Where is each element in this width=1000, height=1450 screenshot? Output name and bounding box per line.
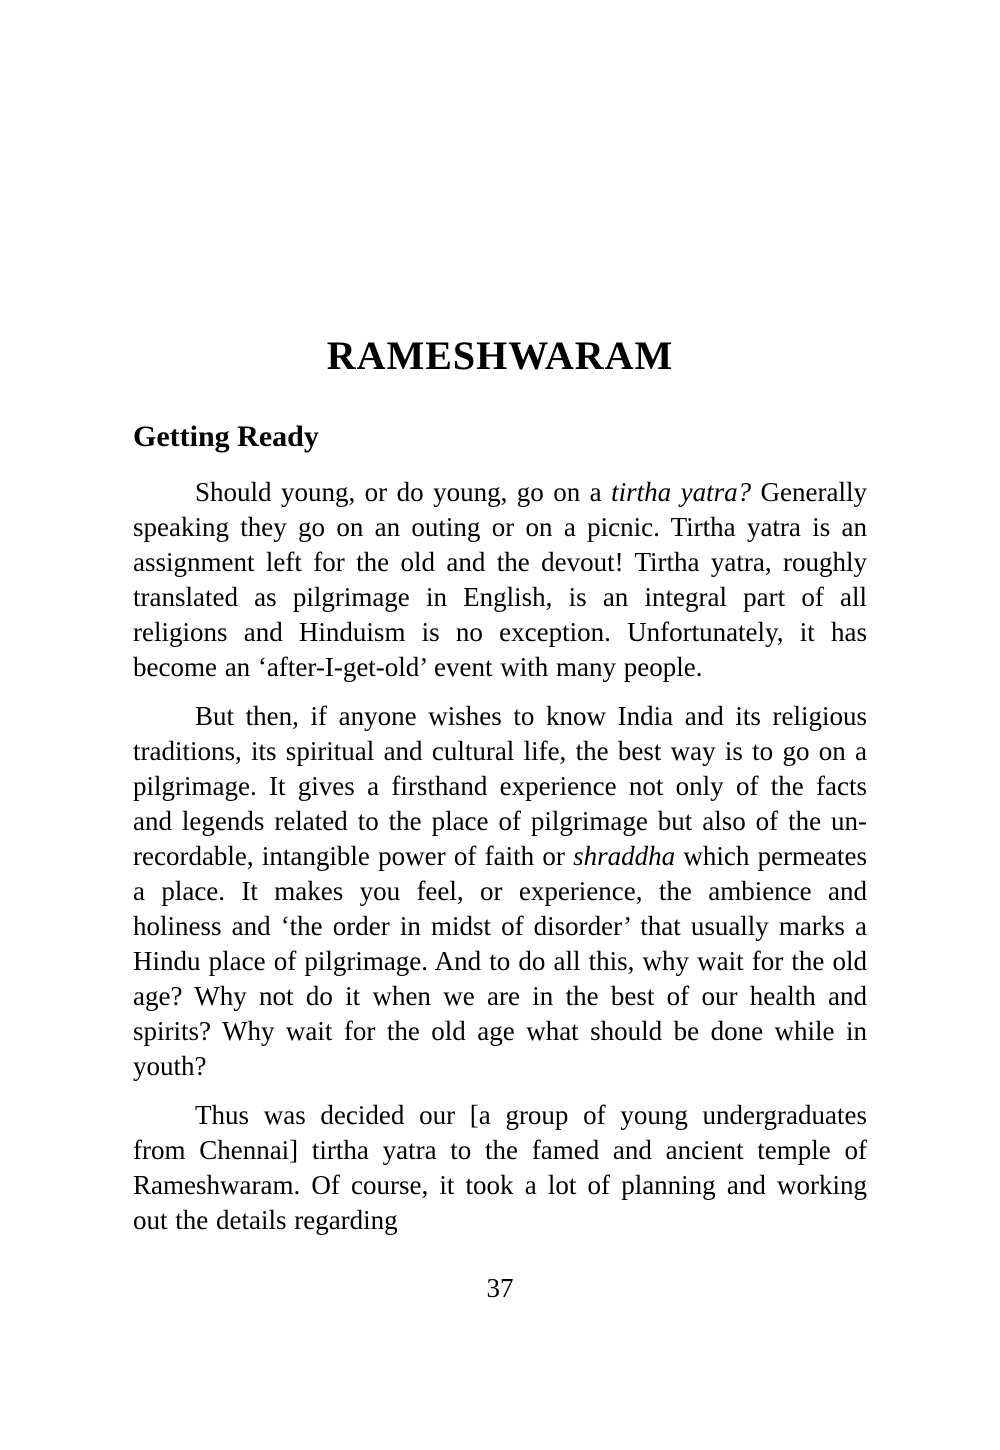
chapter-title: RAMESHWARAM	[326, 333, 674, 378]
paragraph	[133, 475, 867, 685]
paragraph	[133, 699, 867, 1084]
book-page	[133, 0, 867, 1306]
section-heading: Getting Ready	[133, 420, 319, 453]
paragraph	[133, 1098, 867, 1238]
page-number: 37	[486, 1273, 514, 1303]
text-segment: Should young, or do young, go on a	[195, 477, 612, 507]
text-segment: Thus was decided our [a group of young undergraduates from Chennai] tirtha yatra to the famed and ancient temple of Rameshwaram. Of course, it took a lot of planning and working out the details regarding	[133, 1100, 867, 1235]
body-text	[133, 452, 867, 1238]
text-segment: Generally speaking they go on an outing or on a picnic. Tirtha yatra is an assignment left for the old and the devout! Tirtha yatra, roughly translated as pilgrimage in English, is an integral part of all religions and Hinduism is no exception. Unfortunately, it has become an ‘after-I-get-old’ event with many people.	[133, 477, 867, 682]
italic-term: tirtha yatra?	[611, 477, 752, 507]
text-segment: which permeates a place. It makes you feel, or experience, the ambience and holiness and ‘the order in midst of disorder’ that usually marks a Hindu place of pilgrimage. And to do all this, why wait for the old age? Why not do it when we are in the best of our health and spirits? Why wait for the old age what should be done while in youth?	[133, 841, 868, 1081]
italic-term: shraddha	[573, 841, 676, 871]
text-segment: But then, if anyone wishes to know India and its religious traditions, its spiritual and cultural life, the best way is to go on a pilgrimage. It gives a firsthand experience not only of the facts and legends related to the place of pilgrimage but also of the un-recordable, intangible power of faith or	[133, 701, 867, 871]
